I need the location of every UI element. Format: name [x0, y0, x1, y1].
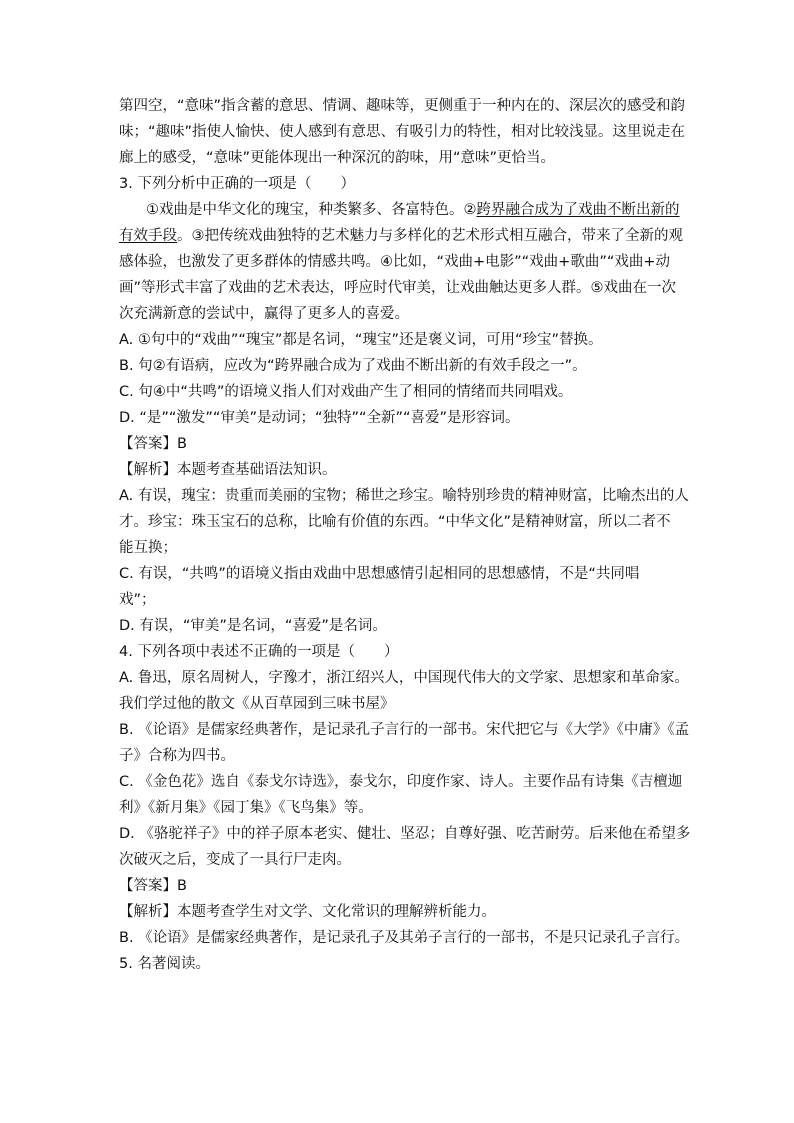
question-5-title: 5. 名著阅读。 [119, 956, 210, 972]
option-d: D. “是”“激发”“审美”是动词；“独特”“全新”“喜爱”是形容词。 [119, 410, 520, 426]
answer-label: 【答案】B [119, 878, 187, 894]
analysis-line: A. 有误，瑰宝：贵重而美丽的宝物；稀世之珍宝。喻特别珍贵的精神财富，比喻杰出的人 [119, 488, 689, 504]
option-d: D. 《骆驼祥子》中的祥子原本老实、健壮、坚忍；自尊好强、吃苦耐劳。后来他在希望多 [119, 826, 691, 842]
option-b: B. 《论语》是儒家经典著作，是记录孔子言行的一部书。宋代把它与《大学》《中庸》《孟 [119, 722, 690, 738]
passage-line [146, 200, 680, 220]
text-line: 第四空，“意味”指含蓄的意思、情调、趣味等，更侧重于一种内在的、深层次的感受和韵 [119, 98, 686, 114]
option-b-cont: 子》合称为四书。 [119, 748, 235, 764]
analysis-line: 才。珍宝：珠玉宝石的总称，比喻有价值的东西。“中华文化”是精神财富，所以二者不 [119, 514, 671, 530]
underlined-text: 有效手段 [119, 228, 177, 244]
analysis-line: 戏”； [119, 592, 156, 608]
underlined-text: 跨界融合成为了戏曲不断出新的 [476, 202, 680, 218]
option-a: A. 鲁迅，原名周树人，字豫才，浙江绍兴人，中国现代伟大的文学家、思想家和革命家。 [119, 670, 689, 686]
question-3-title: 3. 下列分析中正确的一项是（ ） [119, 176, 355, 192]
passage-line: 次充满新意的尝试中，赢得了更多人的喜爱。 [119, 306, 409, 322]
passage-line: 感体验，也激发了更多群体的情感共鸣。④比如，“戏曲+电影”“戏曲+歌曲”“戏曲+动 [119, 254, 671, 270]
analysis-line: D. 有误，“审美”是名词，“喜爱”是名词。 [119, 618, 387, 634]
option-d-cont: 次破灭之后，变成了一具行尸走肉。 [119, 852, 351, 868]
option-c: C. 句④中“共鸣”的语境义指人们对戏曲产生了相同的情绪而共同唱戏。 [119, 384, 573, 400]
analysis-line: 能互换； [119, 540, 177, 556]
analysis-line: B. 《论语》是儒家经典著作，是记录孔子及其弟子言行的一部书，不是只记录孔子言行。 [119, 930, 690, 946]
analysis-label: 【解析】本题考查学生对文学、文化常识的理解辨析能力。 [119, 904, 496, 920]
option-a: A. ①句中的“戏曲”“瑰宝”都是名词，“瑰宝”还是褒义词，可用“珍宝”替换。 [119, 332, 603, 348]
analysis-label: 【解析】本题考查基础语法知识。 [119, 462, 337, 478]
answer-label: 【答案】B [119, 436, 187, 452]
question-4-title: 4. 下列各项中表述不正确的一项是（ ） [119, 644, 399, 660]
passage-text: 。③把传统戏曲独特的艺术魅力与多样化的艺术形式相互融合，带来了全新的观 [177, 228, 683, 244]
option-c: C. 《金色花》选自《泰戈尔诗选》，泰戈尔，印度作家、诗人。主要作品有诗集《吉檀迦 [119, 774, 683, 790]
analysis-line: C. 有误，“共鸣”的语境义指由戏曲中思想感情引起相同的思想感情，不是“共同唱 [119, 566, 640, 582]
option-c-cont: 利》《新月集》《园丁集》《飞鸟集》等。 [119, 800, 373, 816]
option-a-cont: 我们学过他的散文《从百草园到三味书屋》 [119, 696, 395, 712]
text-line: 廊上的感受，“意味”更能体现出一种深沉的韵味，用“意味”更恰当。 [119, 150, 556, 166]
text-line: 味；“趣味”指使人愉快、使人感到有意思、有吸引力的特性，相对比较浅显。这里说走在 [119, 124, 686, 140]
passage-text: ①戏曲是中华文化的瑰宝，种类繁多、各富特色。② [146, 202, 477, 218]
option-b: B. 句②有语病，应改为“跨界融合成为了戏曲不断出新的有效手段之一”。 [119, 358, 587, 374]
passage-line: 画”等形式丰富了戏曲的艺术表达，呼应时代审美，让戏曲触达更多人群。⑤戏曲在一次 [119, 280, 677, 296]
passage-line [119, 226, 683, 246]
